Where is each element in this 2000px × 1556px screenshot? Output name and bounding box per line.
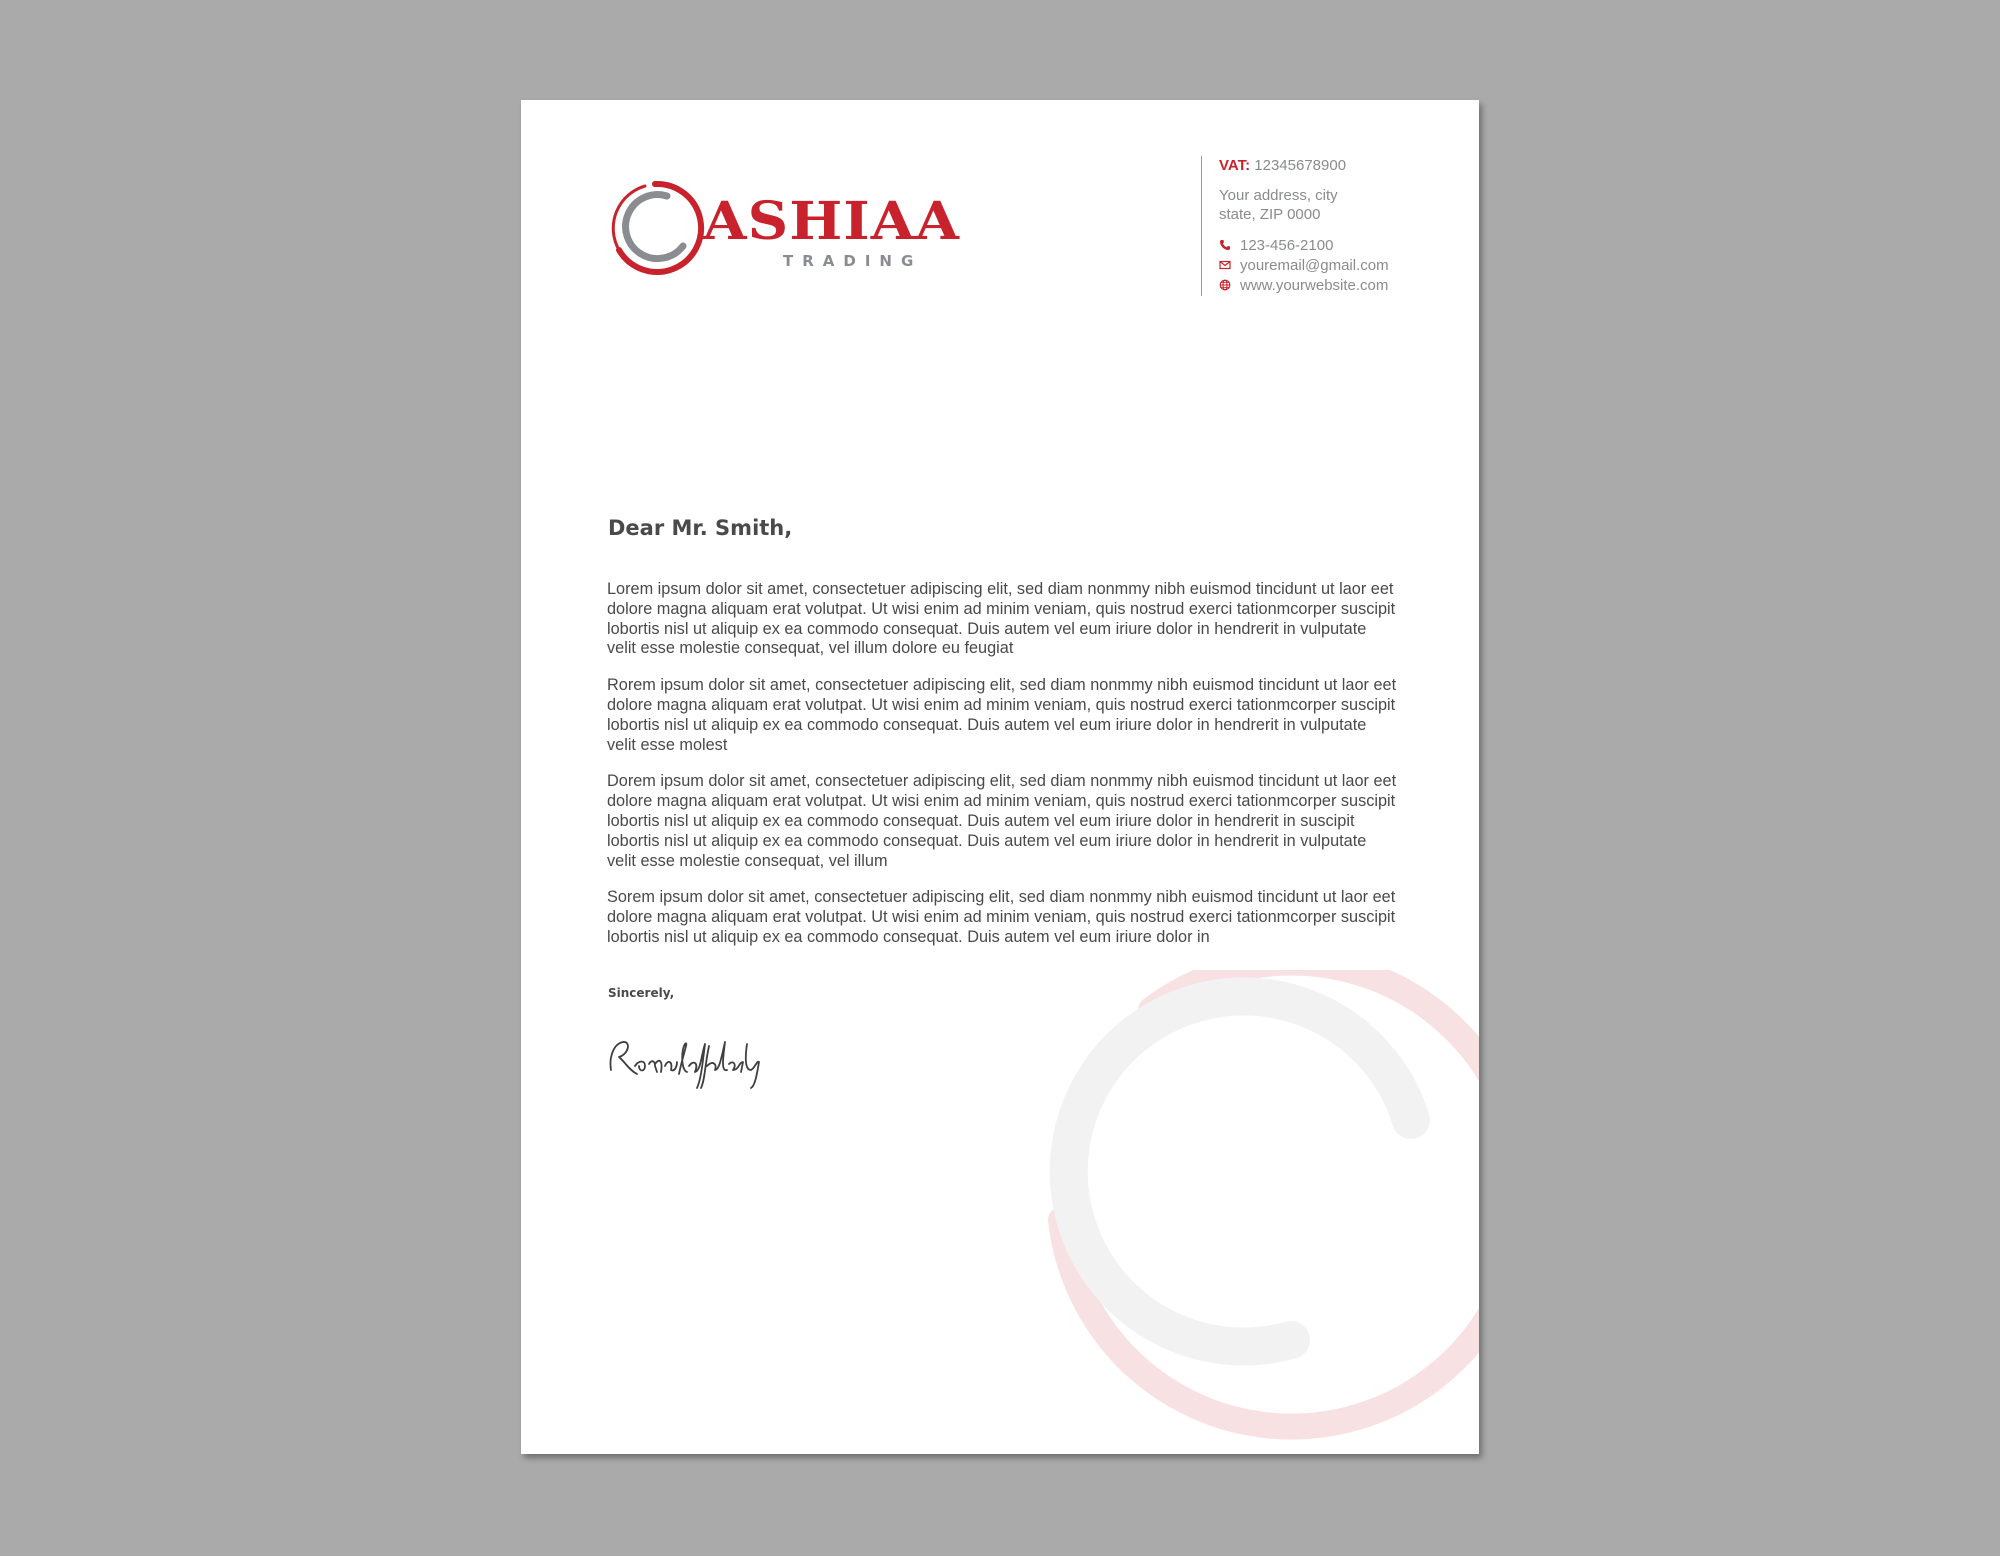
company-logo	[605, 178, 961, 278]
vat-line	[1219, 156, 1449, 175]
company-tagline: TRADING	[783, 252, 923, 270]
email-address: youremail@gmail.com	[1240, 256, 1389, 274]
address-line-1: Your address, city	[1219, 187, 1338, 204]
company-name: ASHIAA	[703, 191, 961, 252]
letter-body	[607, 580, 1397, 965]
mail-icon	[1219, 259, 1231, 271]
watermark-logo	[1001, 970, 1479, 1454]
vat-number: 12345678900	[1254, 157, 1347, 174]
globe-icon	[1219, 279, 1231, 291]
paragraph-3: Dorem ipsum dolor sit amet, consectetuer adipiscing elit, sed diam nonmmy nibh euismod tincidunt ut laor eet dolore magna aliquam erat volutpat. Ut wisi enim ad minim veniam, quis nostrud exerci tationmcorper suscipit lobortis nisl ut aliquip ex ea commodo consequat. Duis autem vel eum iriure dolor in hendrerit in suscipit lobortis nisl ut aliquip ex ea commodo consequat. Duis autem vel eum iriure dolor in hendrerit in vulputate velit esse molestie consequat, vel illum	[607, 772, 1397, 870]
website-row	[1219, 275, 1449, 295]
contact-block	[1201, 156, 1449, 296]
paragraph-1: Lorem ipsum dolor sit amet, consectetuer adipiscing elit, sed diam nonmmy nibh euismod tincidunt ut laor eet dolore magna aliquam erat volutpat. Ut wisi enim ad minim veniam, quis nostrud exerci tationmcorper suscipit lobortis nisl ut aliquip ex ea commodo consequat. Duis autem vel eum iriure dolor in hendrerit in vulputate velit esse molestie consequat, vel illum dolore eu feugiat	[607, 580, 1396, 658]
letter-greeting: Dear Mr. Smith,	[608, 516, 793, 540]
letter-closing: Sincerely,	[608, 986, 675, 1000]
logo-ring-icon	[605, 178, 705, 278]
paragraph-2: Rorem ipsum dolor sit amet, consectetuer adipiscing elit, sed diam nonmmy nibh euismod tincidunt ut laor eet dolore magna aliquam erat volutpat. Ut wisi enim ad minim veniam, quis nostrud exerci tationmcorper suscipit lobortis nisl ut aliquip ex ea commodo consequat. Duis autem vel eum iriure dolor in hendrerit in vulputate velit esse molest	[607, 676, 1397, 754]
signature	[605, 1030, 775, 1090]
vat-label: VAT:	[1219, 157, 1251, 174]
paragraph-4: Sorem ipsum dolor sit amet, consectetuer adipiscing elit, sed diam nonmmy nibh euismod tincidunt ut laor eet dolore magna aliquam erat volutpat. Ut wisi enim ad minim veniam, quis nostrud exerci tationmcorper suscipit lobortis nisl ut aliquip ex ea commodo consequat. Duis autem vel eum iriure dolor in	[607, 888, 1396, 946]
phone-number: 123-456-2100	[1240, 236, 1334, 254]
address	[1219, 186, 1449, 224]
letterhead-page	[521, 100, 1479, 1454]
address-line-2: state, ZIP 0000	[1219, 206, 1321, 223]
email-row	[1219, 255, 1449, 275]
contact-list	[1219, 235, 1449, 295]
phone-row	[1219, 235, 1449, 255]
phone-icon	[1219, 239, 1231, 251]
website-url: www.yourwebsite.com	[1240, 276, 1389, 294]
